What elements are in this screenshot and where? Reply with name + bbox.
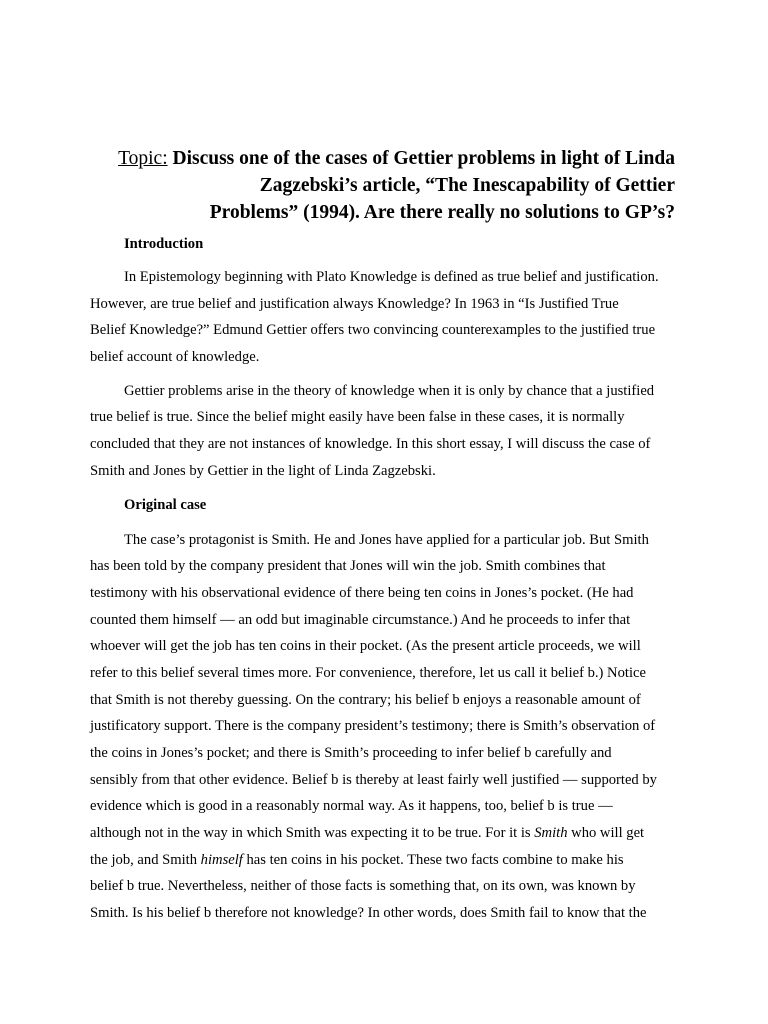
text-line: Gettier problems arise in the theory of knowledge when it is only by chance that a justified [124,382,655,399]
text-segment: although not in the way in which Smith was expecting it to be true. For it is [90,825,535,842]
text-line: that Smith is not thereby guessing. On the contrary; his belief b enjoys a reasonable amount of [90,691,641,708]
text-segment: who will get [567,825,645,842]
text-line: the coins in Jones’s pocket; and there is Smith’s proceeding to infer belief b carefully and [90,745,612,761]
text-line: belief b true. Nevertheless, neither of those facts is something that, on its own, was known by [90,878,636,895]
text-line: concluded that they are not instances of knowledge. In this short essay, I will discuss the case of [90,436,651,453]
text-line [90,820,678,847]
paragraph-introduction-1 [90,264,678,371]
emphasis-himself: himself [200,851,243,868]
introduction-heading: Introduction [124,236,204,252]
text-line: Belief Knowledge?” Edmund Gettier offers two convincing counterexamples to the justified true [90,322,656,339]
text-line: Smith. Is his belief b therefore not knowledge? In other words, does Smith fail to know that the [90,905,647,922]
text-line: The case’s protagonist is Smith. He and Jones have applied for a particular job. But Smith [124,531,649,548]
topic-label: Topic: [118,148,168,169]
original-case-heading: Original case [124,496,207,513]
text-line: whoever will get the job has ten coins in their pocket. (As the present article proceeds, we will [90,638,641,655]
title-line-3: Problems” (1994). Are there really no solutions to GP’s? [209,202,675,223]
emphasis-smith: Smith [534,825,568,842]
text-line: However, are true belief and justification always Knowledge? In 1963 in “Is Justified True [90,295,619,312]
paragraph-original-case [90,527,678,927]
text-line [90,847,678,874]
text-segment: the job, and Smith [90,851,201,868]
topic-title [92,145,675,226]
text-line: has been told by the company president that Jones will win the job. Smith combines that [90,558,606,575]
text-line: evidence which is good in a reasonably normal way. As it happens, too, belief b is true — [90,798,613,815]
title-line-2: Zagzebski’s article, “The Inescapability of Gettier [259,175,675,196]
text-line: Smith and Jones by Gettier in the light of Linda Zagzebski. [90,462,436,479]
text-line: In Epistemology beginning with Plato Knowledge is defined as true belief and justification. [124,269,659,285]
title-line-1 [92,145,675,172]
paragraph-introduction-2 [90,378,678,485]
text-line: sensibly from that other evidence. Belief b is thereby at least fairly well justified — supported by [90,771,657,788]
title-text-1: Discuss one of the cases of Gettier problems in light of Linda [167,148,675,169]
text-line: refer to this belief several times more. For convenience, therefore, let us call it belief b.) Notice [90,664,646,681]
essay-body [90,231,678,927]
text-segment: has ten coins in his pocket. These two facts combine to make his [242,851,624,868]
text-line: justificatory support. There is the company president’s testimony; there is Smith’s observation of [90,718,656,735]
text-line: true belief is true. Since the belief might easily have been false in these cases, it is normally [90,409,625,426]
text-line: counted them himself — an odd but imaginable circumstance.) And he proceeds to infer that [90,611,631,628]
text-line: belief account of knowledge. [90,349,260,366]
text-line: testimony with his observational evidence of there being ten coins in Jones’s pocket. (He had [90,584,634,601]
